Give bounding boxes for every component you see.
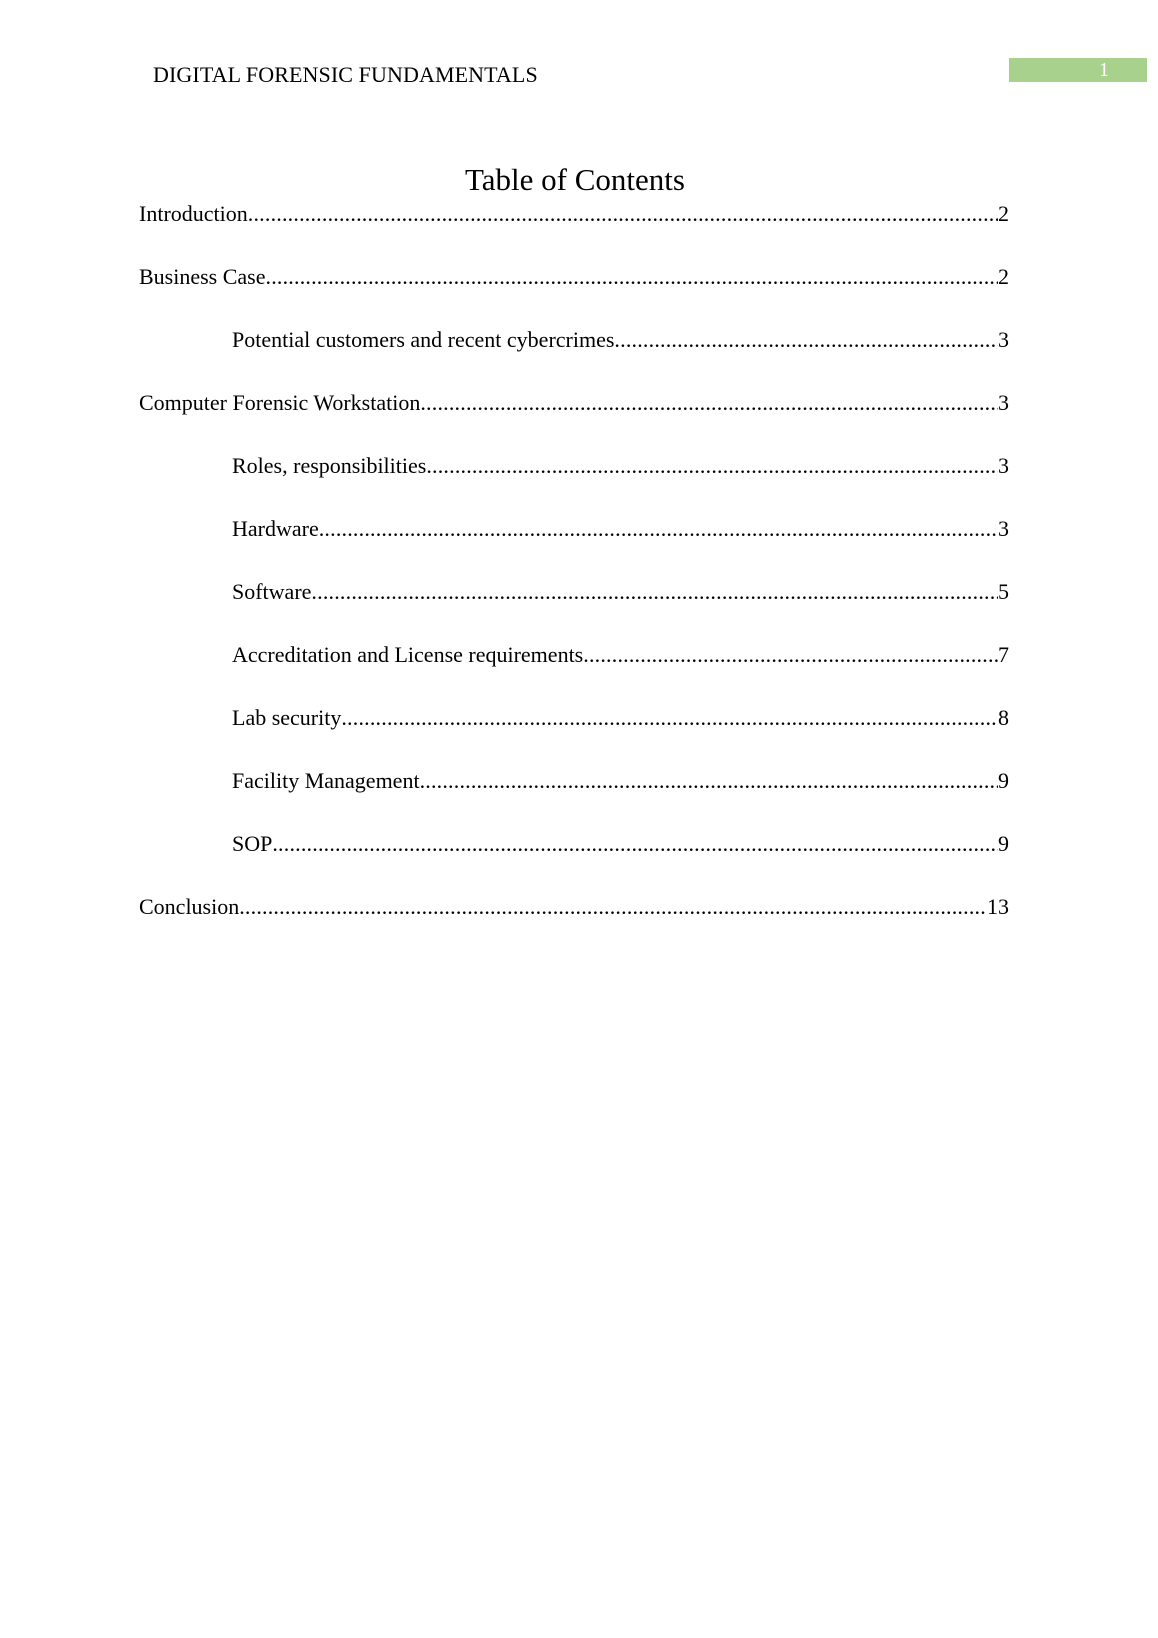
toc-entry-label: SOP	[232, 831, 273, 856]
toc-entry-roles-responsibilities[interactable]	[139, 450, 1009, 513]
running-header-title: DIGITAL FORENSIC FUNDAMENTALS	[153, 62, 538, 87]
toc-dot-leader	[420, 765, 998, 797]
toc-entry-label: Roles, responsibilities	[232, 453, 427, 478]
page-number-box	[1009, 58, 1147, 82]
toc-entry-conclusion[interactable]	[139, 891, 1009, 954]
toc-dot-leader	[311, 576, 998, 608]
toc-entry-label: Accreditation and License requirements	[232, 642, 584, 667]
toc-heading: Table of Contents	[465, 162, 685, 197]
toc-entry-page: 9	[998, 831, 1009, 856]
toc-dot-leader	[248, 198, 998, 230]
toc-entry-page: 2	[998, 201, 1009, 226]
toc-dot-leader	[239, 891, 987, 923]
toc-entry-page: 3	[998, 516, 1009, 541]
toc-dot-leader	[272, 828, 998, 860]
toc-entry-page: 2	[998, 264, 1009, 289]
toc-dot-leader	[583, 639, 998, 671]
toc-entry-introduction[interactable]	[139, 198, 1009, 261]
toc-entry-label: Business Case	[139, 264, 266, 289]
toc-entry-computer-forensic-workstation[interactable]	[139, 387, 1009, 450]
toc-entry-software[interactable]	[139, 576, 1009, 639]
toc-entry-label: Lab security	[232, 705, 342, 730]
toc-entry-page: 3	[998, 453, 1009, 478]
toc-entry-label: Facility Management	[232, 768, 420, 793]
toc-entry-page: 5	[998, 579, 1009, 604]
toc-list	[139, 198, 1009, 954]
toc-entry-page: 3	[998, 327, 1009, 352]
toc-dot-leader	[420, 387, 998, 419]
toc-entry-page: 7	[998, 642, 1009, 667]
toc-entry-page: 9	[998, 768, 1009, 793]
toc-entry-accreditation[interactable]	[139, 639, 1009, 702]
toc-entry-lab-security[interactable]	[139, 702, 1009, 765]
toc-dot-leader	[614, 324, 998, 356]
toc-entry-page: 13	[987, 894, 1009, 919]
toc-entry-sop[interactable]	[139, 828, 1009, 891]
toc-dot-leader	[426, 450, 998, 482]
toc-entry-potential-customers[interactable]	[139, 324, 1009, 387]
toc-entry-label: Introduction	[139, 201, 248, 226]
toc-entry-label: Conclusion	[139, 894, 240, 919]
toc-entry-label: Potential customers and recent cybercrimes	[232, 327, 615, 352]
toc-dot-leader	[341, 702, 998, 734]
toc-entry-label: Hardware	[232, 516, 319, 541]
toc-entry-facility-management[interactable]	[139, 765, 1009, 828]
toc-dot-leader	[319, 513, 998, 545]
toc-entry-page: 3	[998, 390, 1009, 415]
page-number: 1	[1099, 59, 1109, 81]
toc-entry-label: Software	[232, 579, 312, 604]
toc-dot-leader	[266, 261, 999, 293]
toc-entry-hardware[interactable]	[139, 513, 1009, 576]
toc-entry-label: Computer Forensic Workstation	[139, 390, 421, 415]
toc-entry-business-case[interactable]	[139, 261, 1009, 324]
toc-entry-page: 8	[998, 705, 1009, 730]
